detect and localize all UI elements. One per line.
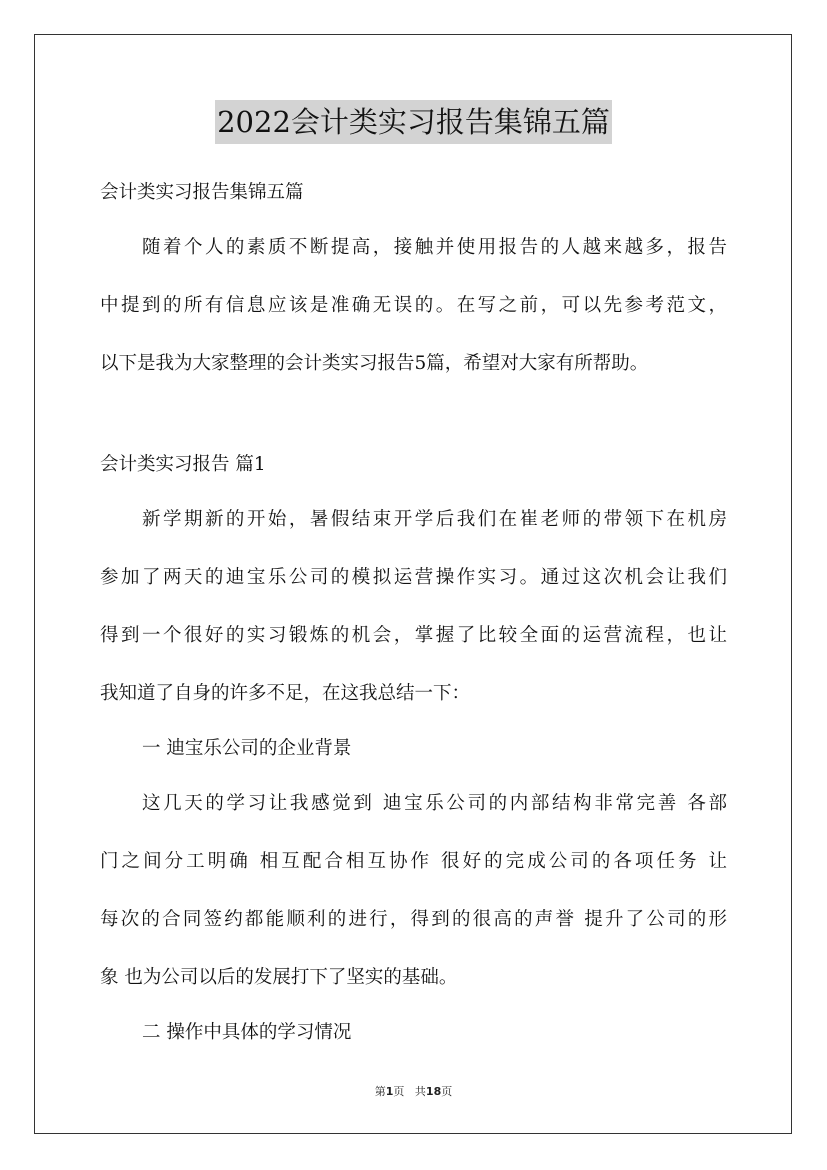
paragraph-line: 每次的合同签约都能顺利的进行，得到的很高的声誉 提升了公司的形: [100, 909, 727, 930]
section1-paragraph-1: [100, 505, 727, 709]
section1-paragraph-2: [100, 789, 727, 993]
paragraph-line: 参加了两天的迪宝乐公司的模拟运营操作实习。通过这次机会让我们: [100, 567, 727, 588]
document-body: [100, 178, 727, 1048]
footer-page-total: 18: [425, 1085, 442, 1098]
subheading-two: 二 操作中具体的学习情况: [142, 1022, 352, 1043]
footer-page-unit: 页: [393, 1085, 405, 1098]
paragraph-line: 得到一个很好的实习锻炼的机会，掌握了比较全面的运营流程，也让: [100, 625, 727, 646]
footer-total-label: 共: [414, 1085, 426, 1098]
paragraph-line: 以下是我为大家整理的会计类实习报告5篇，希望对大家有所帮助。: [100, 353, 649, 374]
paragraph-line: 我知道了自身的许多不足，在这我总结一下：: [100, 683, 471, 704]
intro-paragraph: [100, 233, 727, 379]
paragraph-line: 中提到的所有信息应该是准确无误的。在写之前，可以先参考范文，: [100, 295, 727, 316]
paragraph-line: 象 也为公司以后的发展打下了坚实的基础。: [100, 967, 458, 988]
footer-page-current: 1: [385, 1085, 394, 1098]
footer-total-unit: 页: [441, 1085, 453, 1098]
paragraph-line: 门之间分工明确 相互配合相互协作 很好的完成公司的各项任务 让: [100, 851, 727, 872]
page-footer: [0, 1084, 827, 1100]
title-container: [0, 100, 827, 144]
document-title: 2022会计类实习报告集锦五篇: [215, 100, 612, 144]
spacer: [100, 404, 727, 450]
footer-page-label: 第: [374, 1085, 386, 1098]
paragraph-line: 这几天的学习让我感觉到 迪宝乐公司的内部结构非常完善 各部: [142, 793, 727, 814]
document-subtitle: 会计类实习报告集锦五篇: [100, 182, 304, 203]
subheading-one: 一 迪宝乐公司的企业背景: [142, 738, 352, 759]
paragraph-line: 新学期新的开始，暑假结束开学后我们在崔老师的带领下在机房: [142, 509, 727, 530]
paragraph-line: 随着个人的素质不断提高，接触并使用报告的人越来越多，报告: [142, 237, 727, 258]
section-heading: 会计类实习报告 篇1: [100, 454, 266, 475]
